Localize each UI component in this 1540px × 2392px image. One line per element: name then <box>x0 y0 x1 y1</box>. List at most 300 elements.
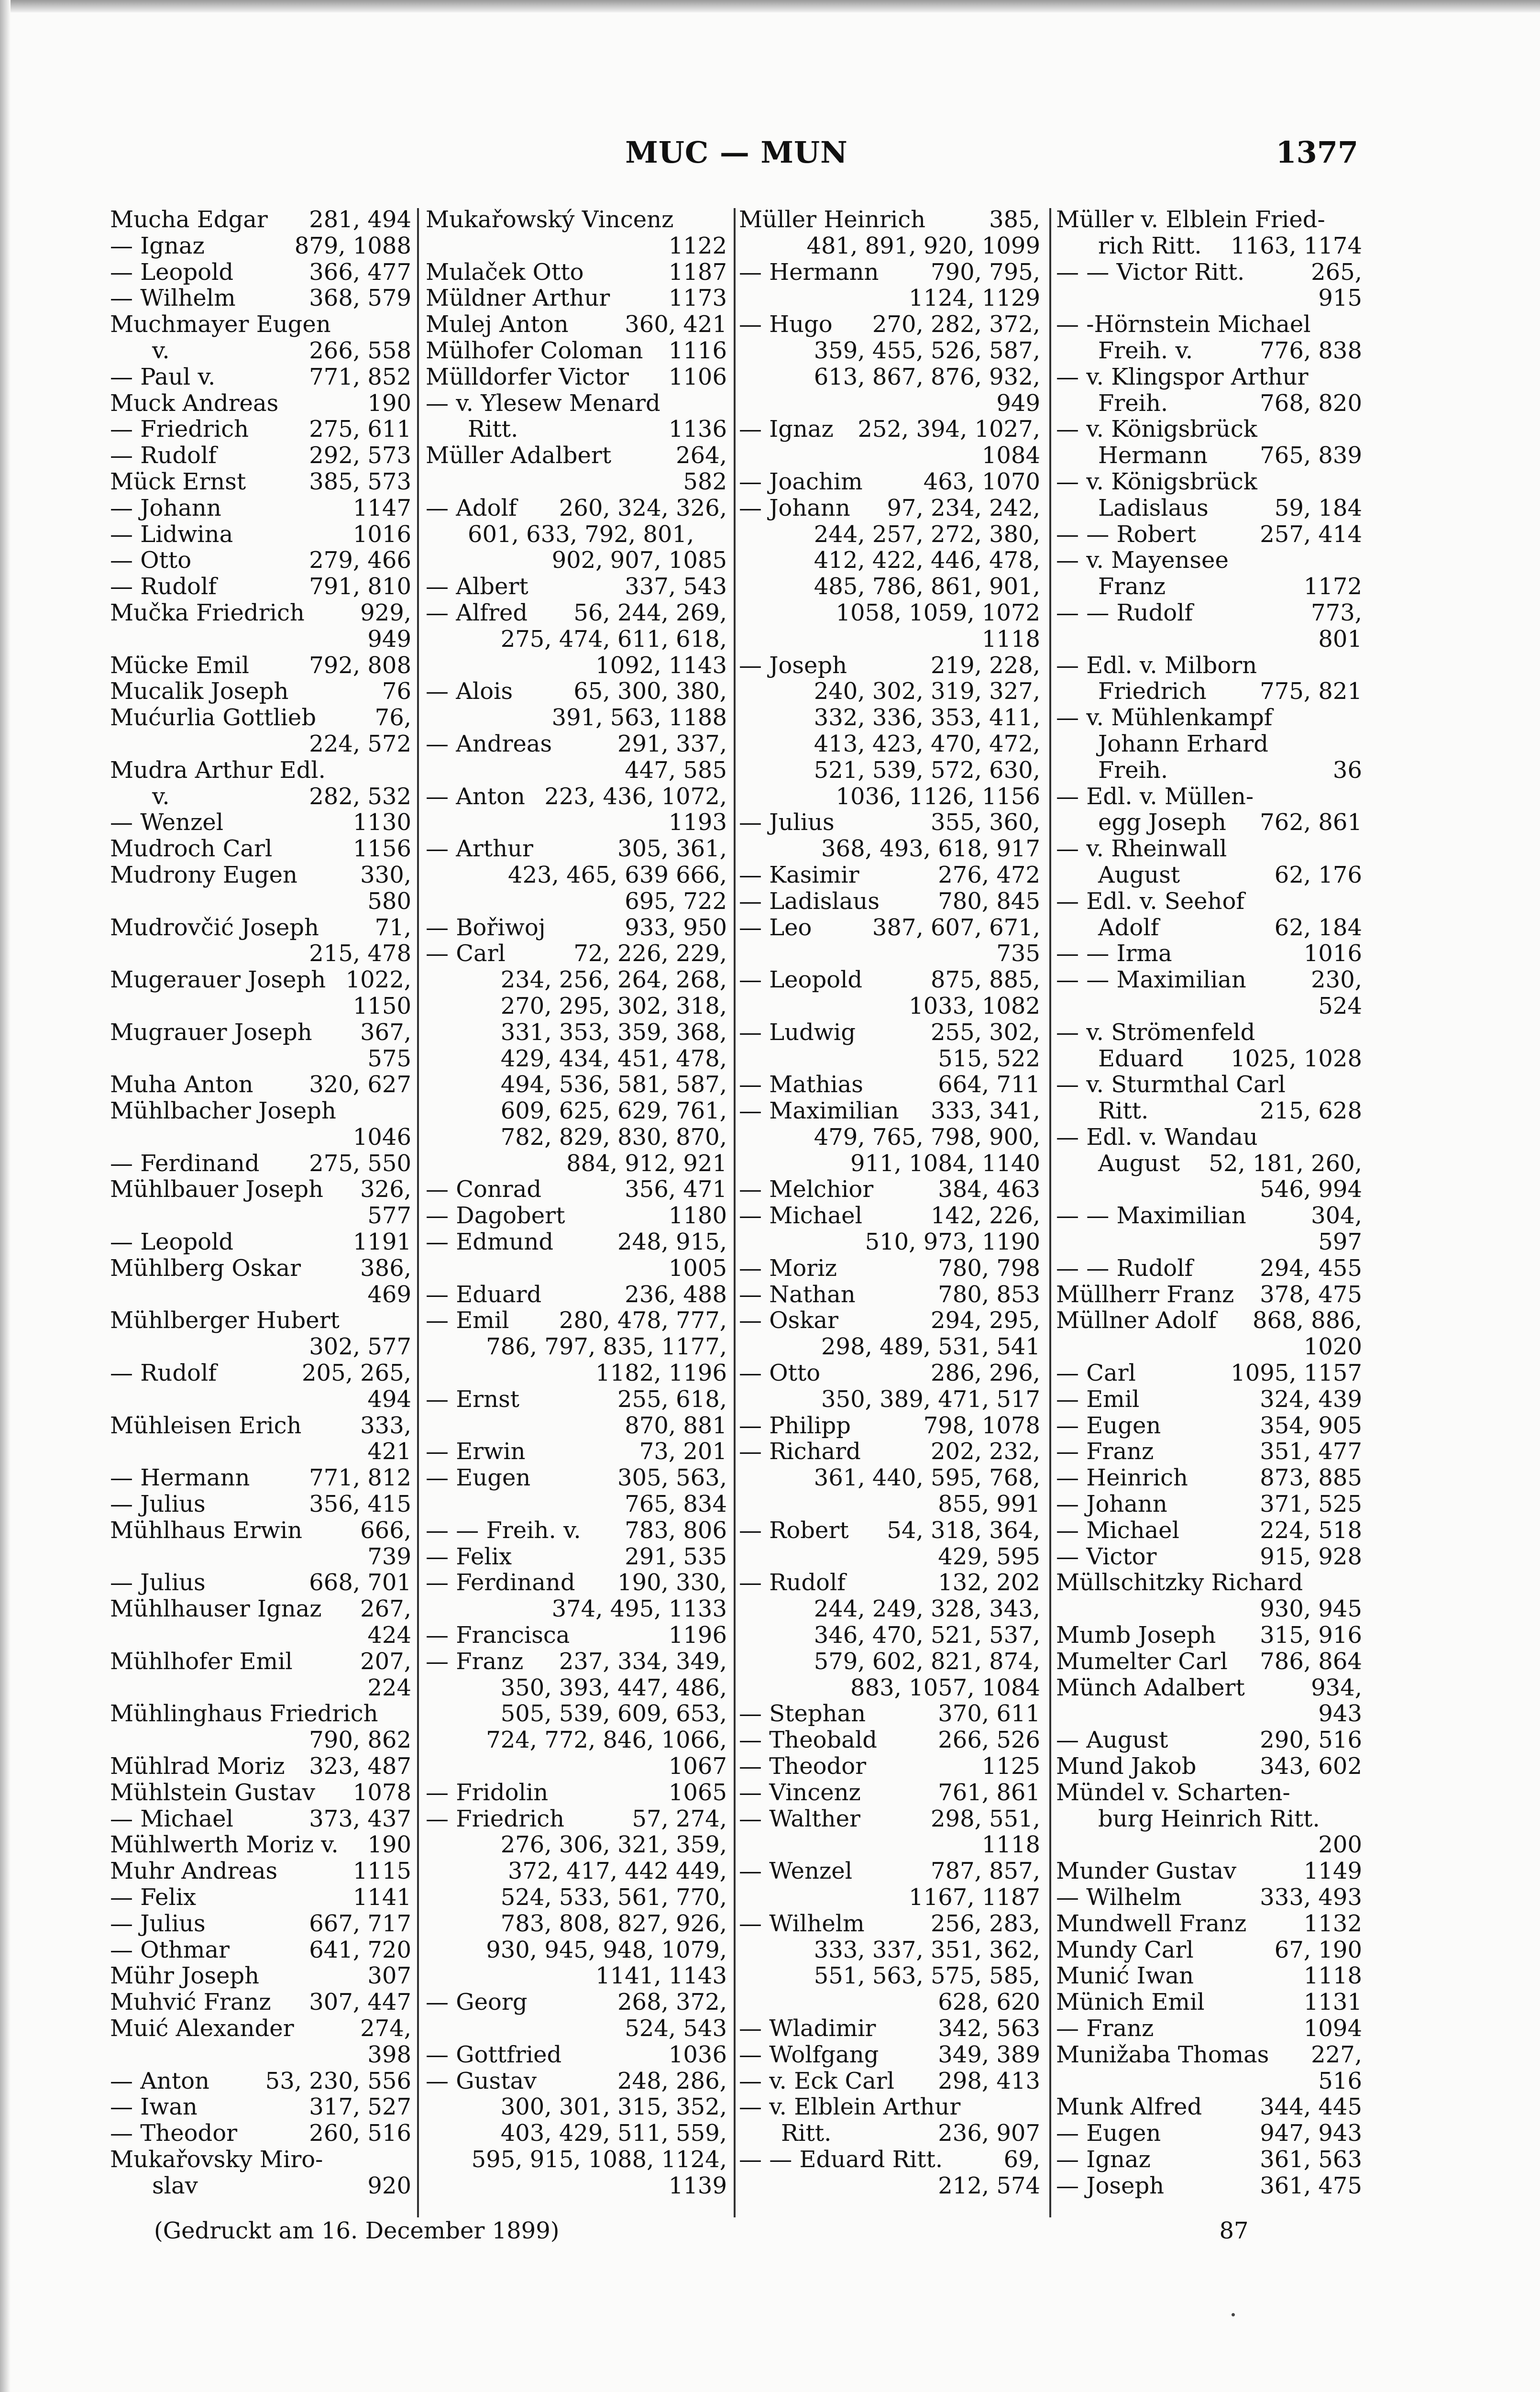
index-entry-line <box>1056 2147 1362 2173</box>
entry-name: — Wolfgang <box>739 2041 879 2068</box>
entry-pages: 868, 886, <box>1252 1307 1362 1334</box>
entry-pages: 385, 573 <box>309 468 411 495</box>
entry-name: Mücke Emil <box>110 652 249 679</box>
entry-name: Muha Anton <box>110 1072 253 1098</box>
index-entry-line: — v. Mühlenkampf <box>1056 705 1273 731</box>
entry-pages: 664, 711 <box>938 1072 1040 1098</box>
index-entry-line <box>110 390 411 417</box>
entry-pages: 298, 413 <box>938 2068 1040 2094</box>
entry-name: — Wilhelm <box>1056 1884 1182 1911</box>
entry-name: — Gottfried <box>426 2041 562 2068</box>
index-entry-line: 1046 <box>352 1124 411 1151</box>
entry-name: v. <box>152 783 170 810</box>
entry-pages: 260, 516 <box>309 2120 411 2147</box>
entry-pages: 279, 466 <box>309 547 411 574</box>
print-date-note: (Gedruckt am 16. December 1899) <box>154 2217 560 2244</box>
entry-pages: 57, 274, <box>632 1805 727 1832</box>
entry-pages: 257, 414 <box>1260 521 1362 548</box>
entry-name: — — Eduard Ritt. <box>739 2146 943 2173</box>
index-entry-line: 765, 834 <box>625 1491 727 1517</box>
entry-pages: 255, 618, <box>617 1386 727 1413</box>
index-entry-line <box>426 338 727 364</box>
index-entry-line <box>426 1989 727 2015</box>
entry-name: — Heinrich <box>1056 1465 1188 1492</box>
entry-pages: 282, 532 <box>309 783 411 810</box>
entry-pages: 275, 611 <box>309 416 411 443</box>
entry-pages: 386, <box>360 1255 411 1282</box>
entry-pages: 1141 <box>352 1884 411 1911</box>
index-entry-line <box>739 1911 1040 1937</box>
index-entry-line: — v. Klingspor Arthur <box>1056 364 1309 390</box>
entry-pages: 190, 330, <box>617 1570 727 1596</box>
index-entry-line <box>426 285 727 311</box>
entry-name: — Mathias <box>739 1072 863 1098</box>
index-entry-line: 300, 301, 315, 352, <box>500 2094 727 2121</box>
index-entry-line <box>1056 390 1362 417</box>
entry-name: Eduard <box>1098 1045 1184 1072</box>
index-entry-line: 1005 <box>668 1255 727 1282</box>
entry-name: — Leopold <box>110 259 234 286</box>
index-entry-line <box>110 836 411 862</box>
index-entry-line: 609, 625, 629, 761, <box>500 1098 727 1124</box>
index-entry-line <box>110 443 411 469</box>
index-entry-line: 943 <box>1318 1701 1362 1728</box>
index-entry-line <box>1056 574 1362 600</box>
entry-name: — — Robert <box>1056 521 1196 548</box>
index-entry-line: 494, 536, 581, 587, <box>500 1072 727 1098</box>
entry-pages: 1149 <box>1303 1858 1362 1884</box>
entry-pages: 344, 445 <box>1260 2094 1362 2121</box>
entry-name: — Robert <box>739 1517 849 1544</box>
index-entry-line: 801 <box>1318 626 1362 653</box>
index-entry-line: — v. Mayensee <box>1056 547 1229 574</box>
index-entry-line <box>110 233 411 259</box>
entry-name: Mudrony Eugen <box>110 862 297 888</box>
entry-pages: 773, <box>1311 599 1362 626</box>
entry-pages: 97, 234, 242, <box>887 495 1040 521</box>
index-entry-line: 398 <box>367 2041 411 2068</box>
entry-pages: 205, 265, <box>301 1360 411 1386</box>
entry-name: — Joseph <box>1056 2172 1165 2199</box>
entry-pages: 463, 1070 <box>923 468 1040 495</box>
entry-pages: 330, <box>360 862 411 888</box>
speck <box>1232 2313 1235 2316</box>
entry-name: — Carl <box>426 941 506 967</box>
entry-pages: 223, 436, 1072, <box>544 783 727 810</box>
index-entry-line <box>1056 600 1362 626</box>
index-entry-line: — Edl. v. Müllen- <box>1056 783 1254 810</box>
scan-top-edge <box>0 0 1540 12</box>
index-entry-line <box>110 1596 411 1622</box>
index-column-3 <box>739 207 1040 2221</box>
entry-name: Müller Heinrich <box>739 207 925 233</box>
entry-pages: 765, 839 <box>1260 443 1362 469</box>
entry-pages: 142, 226, <box>930 1203 1040 1229</box>
index-entry-line <box>739 1282 1040 1308</box>
index-entry-line: Johann Erhard <box>1098 731 1268 757</box>
index-entry-line <box>1056 1386 1362 1413</box>
entry-pages: 798, 1078 <box>923 1412 1040 1439</box>
index-entry-line: 413, 423, 470, 472, <box>814 731 1040 757</box>
index-entry-line <box>1056 1465 1362 1491</box>
entry-name: — Emil <box>1056 1386 1140 1413</box>
index-entry-line: 579, 602, 821, 874, <box>814 1648 1040 1675</box>
entry-name: August <box>1098 1150 1180 1177</box>
entry-name: — — Rudolf <box>1056 599 1193 626</box>
entry-name: — — Maximilian <box>1056 1203 1246 1229</box>
index-entry-line: 786, 797, 835, 1177, <box>486 1334 727 1361</box>
index-entry-line <box>110 1255 411 1282</box>
entry-name: — Richard <box>739 1439 861 1465</box>
entry-name: — Victor <box>1056 1543 1157 1570</box>
index-entry-line <box>1056 1911 1362 1937</box>
index-entry-line <box>110 967 411 993</box>
index-entry-line: 212, 574 <box>938 2172 1040 2199</box>
index-entry-line <box>110 259 411 286</box>
entry-pages: 132, 202 <box>938 1570 1040 1596</box>
entry-name: — Franz <box>426 1648 524 1675</box>
entry-pages: 915, 928 <box>1260 1543 1362 1570</box>
index-column-2 <box>426 207 727 2221</box>
entry-pages: 384, 463 <box>938 1176 1040 1203</box>
entry-pages: 268, 372, <box>617 1989 727 2015</box>
index-entry-line <box>1056 1858 1362 1884</box>
entry-pages: 1095, 1157 <box>1231 1360 1362 1386</box>
entry-pages: 76 <box>382 678 411 705</box>
index-entry-line: Mühlinghaus Friedrich <box>110 1701 378 1728</box>
entry-pages: 291, 337, <box>617 731 727 757</box>
entry-name: — Johann <box>110 495 221 521</box>
index-entry-line <box>110 2173 411 2199</box>
index-entry-line <box>739 207 1040 233</box>
index-column-1 <box>110 207 411 2221</box>
index-entry-line: Mündel v. Scharten- <box>1056 1779 1290 1806</box>
entry-pages: 1036 <box>668 2041 727 2068</box>
index-entry-line <box>739 1753 1040 1780</box>
entry-name: Ritt. <box>1098 1098 1149 1124</box>
entry-name: Münich Emil <box>1056 1989 1205 2015</box>
entry-pages: 1094 <box>1303 2015 1362 2042</box>
entry-name: Munić Iwan <box>1056 1963 1194 1990</box>
entry-name: — Ludwig <box>739 1019 856 1046</box>
index-entry-line <box>426 416 727 443</box>
index-entry-line <box>739 259 1040 286</box>
index-entry-line <box>110 705 411 731</box>
index-entry-line <box>110 547 411 574</box>
index-entry-line: Mühlberger Hubert <box>110 1307 340 1334</box>
index-entry-line <box>739 1176 1040 1203</box>
index-entry-line: 1124, 1129 <box>909 285 1040 312</box>
entry-name: Franz <box>1098 574 1166 600</box>
index-entry-line: 782, 829, 830, 870, <box>500 1124 727 1151</box>
entry-name: — Friedrich <box>110 416 249 443</box>
index-entry-line <box>110 1413 411 1439</box>
index-entry-line <box>739 1517 1040 1544</box>
entry-name: Muhr Andreas <box>110 1858 278 1884</box>
index-entry-line <box>739 2015 1040 2042</box>
entry-name: Mülhofer Coloman <box>426 337 643 364</box>
entry-name: — Wenzel <box>110 809 224 836</box>
index-entry-line <box>110 469 411 495</box>
index-entry-line: 911, 1084, 1140 <box>850 1150 1040 1177</box>
entry-name: Freih. <box>1098 757 1168 784</box>
entry-name: — Dagobert <box>426 1203 565 1229</box>
index-entry-line <box>739 809 1040 836</box>
entry-name: — Othmar <box>110 1937 230 1963</box>
entry-pages: 361, 475 <box>1260 2172 1362 2199</box>
index-entry-line <box>426 1439 727 1465</box>
entry-pages: 387, 607, 671, <box>872 914 1040 941</box>
index-entry-line <box>110 1806 411 1832</box>
index-entry-line <box>1056 678 1362 705</box>
entry-name: — Leopold <box>739 967 863 993</box>
index-entry-line <box>739 653 1040 679</box>
entry-name: — Oskar <box>739 1307 838 1334</box>
entry-name: Mülldorfer Victor <box>426 364 629 390</box>
index-entry-line: 580 <box>367 888 411 915</box>
entry-pages: 333, <box>360 1412 411 1439</box>
index-entry-line <box>110 1911 411 1937</box>
entry-name: Mühleisen Erich <box>110 1412 302 1439</box>
page-title: MUC — MUN <box>625 135 848 170</box>
index-entry-line <box>426 495 727 521</box>
entry-pages: 305, 361, <box>617 836 727 862</box>
entry-pages: 323, 487 <box>309 1753 411 1780</box>
index-entry-line: 515, 522 <box>938 1045 1040 1072</box>
index-entry-line <box>426 311 727 338</box>
index-entry-line <box>110 1570 411 1596</box>
entry-pages: 1196 <box>668 1622 727 1649</box>
entry-name: Freih. <box>1098 390 1168 417</box>
index-entry-line: 479, 765, 798, 900, <box>814 1124 1040 1151</box>
index-entry-line: 302, 577 <box>309 1334 411 1361</box>
index-entry-line: 1084 <box>981 443 1040 469</box>
entry-name: Mucha Edgar <box>110 207 268 233</box>
entry-pages: 1191 <box>352 1229 411 1255</box>
index-entry-line: 577 <box>367 1203 411 1229</box>
index-entry-line <box>739 915 1040 941</box>
index-entry-line <box>426 784 727 810</box>
entry-pages: 1156 <box>352 836 411 862</box>
entry-pages: 787, 857, <box>930 1858 1040 1884</box>
index-entry-line: — -Hörnstein Michael <box>1056 311 1311 338</box>
index-entry-line: — v. Sturmthal Carl <box>1056 1072 1286 1098</box>
index-entry-line: 628, 620 <box>938 1989 1040 2015</box>
entry-pages: 776, 838 <box>1260 337 1362 364</box>
index-entry-line <box>426 364 727 390</box>
index-entry-line <box>110 495 411 521</box>
index-entry-line: 1139 <box>668 2172 727 2199</box>
entry-pages: 1173 <box>668 285 727 312</box>
entry-pages: 790, 795, <box>930 259 1040 286</box>
entry-pages: 771, 812 <box>309 1465 411 1492</box>
index-entry-line <box>739 1727 1040 1753</box>
index-entry-line: Müller v. Elblein Fried- <box>1056 207 1325 233</box>
entry-pages: 230, <box>1311 967 1362 993</box>
entry-name: Freih. v. <box>1098 337 1193 364</box>
entry-name: Mulej Anton <box>426 311 569 338</box>
entry-pages: 248, 915, <box>617 1229 727 1255</box>
index-entry-line <box>1056 1282 1362 1308</box>
index-entry-line: Mühlbacher Joseph <box>110 1098 336 1124</box>
entry-name: — Emil <box>426 1307 509 1334</box>
index-entry-line <box>110 207 411 233</box>
index-entry-line: 374, 495, 1133 <box>551 1596 727 1623</box>
entry-name: — Johann <box>739 495 850 521</box>
index-entry-line: 423, 465, 639 666, <box>507 862 727 888</box>
index-entry-line <box>1056 1307 1362 1334</box>
entry-pages: 72, 226, 229, <box>573 941 727 967</box>
index-entry-line: 244, 249, 328, 343, <box>814 1596 1040 1623</box>
entry-name: Mumb Joseph <box>1056 1622 1216 1649</box>
index-entry-line <box>110 1780 411 1806</box>
entry-pages: 1136 <box>668 416 727 443</box>
entry-pages: 294, 295, <box>930 1307 1040 1334</box>
entry-pages: 54, 318, 364, <box>887 1517 1040 1544</box>
index-entry-line: 790, 862 <box>309 1727 411 1754</box>
index-entry-line <box>739 1360 1040 1386</box>
page-number: 1377 <box>1276 135 1358 170</box>
entry-name: — Theobald <box>739 1727 877 1754</box>
entry-pages: 356, 415 <box>309 1491 411 1517</box>
entry-name: Mühlwerth Moriz v. <box>110 1832 339 1859</box>
index-entry-line <box>739 1806 1040 1832</box>
entry-name: — Anton <box>426 783 525 810</box>
index-entry-line <box>739 1019 1040 1046</box>
index-entry-line <box>739 2068 1040 2094</box>
entry-name: Mühlberg Oskar <box>110 1255 301 1282</box>
index-entry-line: 403, 429, 511, 559, <box>500 2120 727 2147</box>
entry-pages: 366, 477 <box>309 259 411 286</box>
entry-pages: 333, 341, <box>930 1098 1040 1124</box>
entry-name: — — Rudolf <box>1056 1255 1193 1282</box>
index-entry-line <box>110 653 411 679</box>
entry-pages: 207, <box>360 1648 411 1675</box>
index-entry-line <box>426 2068 727 2094</box>
index-entry-line <box>1056 1727 1362 1753</box>
index-entry-line: — v. Königsbrück <box>1056 416 1257 443</box>
index-entry-line <box>1056 1989 1362 2015</box>
index-entry-line <box>110 1517 411 1544</box>
entry-name: Mudroch Carl <box>110 836 273 862</box>
entry-name: v. <box>152 337 170 364</box>
index-entry-line: 333, 337, 351, 362, <box>814 1937 1040 1963</box>
column-divider-1 <box>417 208 419 2217</box>
entry-pages: 307 <box>367 1963 411 1990</box>
entry-name: Hermann <box>1098 443 1208 469</box>
index-entry-line <box>1056 495 1362 521</box>
entry-pages: 933, 950 <box>625 914 727 941</box>
index-entry-line <box>739 888 1040 915</box>
index-entry-line <box>426 1282 727 1308</box>
entry-name: Mumelter Carl <box>1056 1648 1228 1675</box>
index-entry-line <box>1056 809 1362 836</box>
entry-name: Mulaček Otto <box>426 259 584 286</box>
index-entry-line <box>1056 1439 1362 1465</box>
index-entry-line: — Edl. v. Seehof <box>1056 888 1245 915</box>
entry-pages: 274, <box>360 2015 411 2042</box>
entry-pages: 780, 853 <box>938 1281 1040 1308</box>
entry-name: — Johann <box>1056 1491 1167 1517</box>
entry-name: — Edmund <box>426 1229 554 1255</box>
entry-name: — Philipp <box>739 1412 851 1439</box>
entry-pages: 343, 602 <box>1260 1753 1362 1780</box>
entry-name: Müllherr Franz <box>1056 1281 1234 1308</box>
index-entry-line <box>1056 1413 1362 1439</box>
index-entry-line: 275, 474, 611, 618, <box>500 626 727 653</box>
entry-pages: 76, <box>374 705 411 731</box>
index-entry-line <box>426 1622 727 1649</box>
entry-pages: 275, 550 <box>309 1150 411 1177</box>
entry-pages: 256, 283, <box>930 1910 1040 1937</box>
entry-name: Mugrauer Joseph <box>110 1019 312 1046</box>
entry-pages: 873, 885 <box>1260 1465 1362 1492</box>
entry-pages: 373, 437 <box>309 1805 411 1832</box>
index-entry-line <box>739 311 1040 338</box>
index-entry-line: 200 <box>1318 1832 1362 1859</box>
entry-pages: 324, 439 <box>1260 1386 1362 1413</box>
index-entry-line <box>426 836 727 862</box>
entry-name: — Adolf <box>426 495 517 521</box>
index-entry-line <box>1056 233 1362 259</box>
entry-pages: 267, <box>360 1596 411 1623</box>
entry-pages: 875, 885, <box>930 967 1040 993</box>
entry-pages: 771, 852 <box>309 364 411 390</box>
index-entry-line: 1193 <box>668 809 727 836</box>
index-entry-line: 597 <box>1318 1229 1362 1255</box>
entry-name: — Alfred <box>426 599 528 626</box>
index-entry-line: — v. Ylesew Menard <box>426 390 660 417</box>
index-entry-line: Muchmayer Eugen <box>110 311 331 338</box>
entry-pages: 286, 296, <box>930 1360 1040 1386</box>
entry-pages: 666, <box>360 1517 411 1544</box>
entry-pages: 305, 563, <box>617 1465 727 1492</box>
index-entry-line <box>110 1963 411 1989</box>
entry-name: — Franz <box>1056 1439 1154 1465</box>
entry-pages: 667, 717 <box>309 1910 411 1937</box>
index-entry-line: 855, 991 <box>938 1491 1040 1517</box>
index-entry-line <box>426 915 727 941</box>
entry-name: Mück Ernst <box>110 468 246 495</box>
index-entry-line: 1036, 1126, 1156 <box>836 783 1040 810</box>
index-entry-line <box>1056 1622 1362 1649</box>
entry-pages: 69, <box>1003 2146 1040 2173</box>
index-entry-line: 1118 <box>981 1832 1040 1859</box>
index-entry-line: 1058, 1059, 1072 <box>836 599 1040 626</box>
index-entry-line <box>110 338 411 364</box>
index-entry-line <box>1056 1517 1362 1544</box>
index-entry-line <box>110 416 411 443</box>
index-entry-line <box>1056 2094 1362 2120</box>
index-entry-line: — Edl. v. Milborn <box>1056 652 1257 679</box>
index-entry-line: burg Heinrich Ritt. <box>1098 1805 1320 1832</box>
index-entry-line: 361, 440, 595, 768, <box>814 1465 1040 1492</box>
index-entry-line <box>739 1072 1040 1098</box>
entry-name: rich Ritt. <box>1098 233 1202 259</box>
entry-name: Münch Adalbert <box>1056 1674 1245 1701</box>
entry-name: — Wenzel <box>739 1858 853 1884</box>
entry-name: — Felix <box>426 1543 512 1570</box>
entry-name: — Wilhelm <box>739 1910 865 1937</box>
entry-pages: 1172 <box>1303 574 1362 600</box>
entry-name: — — Victor Ritt. <box>1056 259 1245 286</box>
entry-name: — Nathan <box>739 1281 856 1308</box>
entry-pages: 190 <box>367 390 411 417</box>
entry-pages: 1180 <box>668 1203 727 1229</box>
index-entry-line <box>739 1413 1040 1439</box>
entry-pages: 291, 535 <box>625 1543 727 1570</box>
index-entry-line <box>110 2068 411 2094</box>
